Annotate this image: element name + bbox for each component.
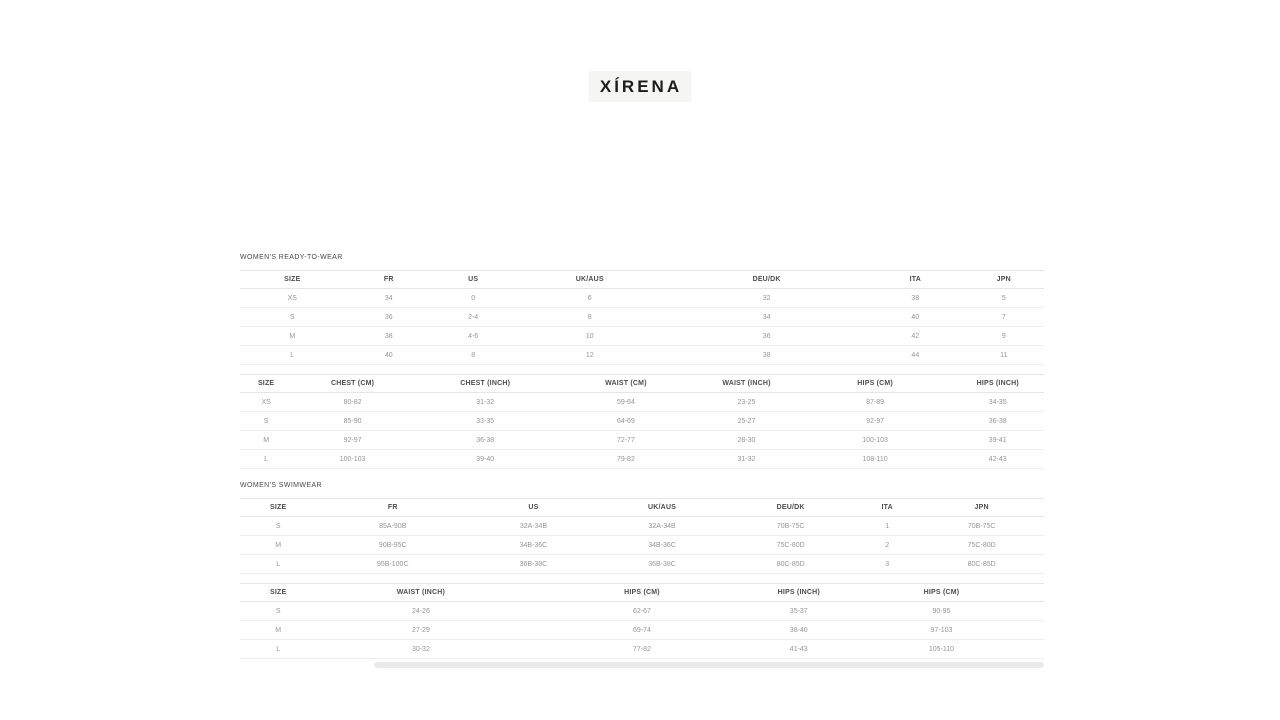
- column-header: UK/AUS: [598, 499, 727, 517]
- table-cell: M: [240, 327, 345, 346]
- table-cell: 36-38: [413, 431, 558, 450]
- column-header: WAIST (INCH): [316, 584, 525, 602]
- section-title-ready-to-wear: WOMEN'S READY-TO-WEAR: [240, 254, 343, 261]
- table-cell: 23-25: [694, 393, 799, 412]
- table-cell: 33-35: [413, 412, 558, 431]
- header-row: [240, 584, 1044, 602]
- column-header: HIPS (INCH): [952, 375, 1045, 393]
- column-header: DEU/DK: [666, 271, 867, 289]
- column-header: HIPS (CM): [525, 584, 758, 602]
- table-cell: 8: [433, 346, 513, 365]
- table-cell: 11: [964, 346, 1044, 365]
- table-cell: 8: [513, 308, 666, 327]
- table-cell: 80-82: [292, 393, 413, 412]
- table-cell: 80C-85D: [726, 555, 855, 574]
- table-cell: 39-41: [952, 431, 1045, 450]
- column-header: HIPS (INCH): [759, 584, 839, 602]
- table-cell: 34B-36C: [469, 536, 598, 555]
- swimwear-international-sizes-table: [240, 498, 1044, 574]
- table-cell: 7: [964, 308, 1044, 327]
- column-header: JPN: [919, 499, 1044, 517]
- table-cell: 97-103: [839, 621, 1044, 640]
- column-header: HIPS (CM): [839, 584, 1044, 602]
- column-header: SIZE: [240, 499, 316, 517]
- horizontal-scrollbar-thumb[interactable]: [374, 662, 1044, 668]
- table-cell: S: [240, 602, 316, 621]
- column-header: SIZE: [240, 584, 316, 602]
- size-guide-content: [240, 254, 1044, 668]
- table-row: [240, 640, 1044, 659]
- table-cell: 31-32: [694, 450, 799, 469]
- table-cell: 34-35: [952, 393, 1045, 412]
- table-cell: 40: [867, 308, 963, 327]
- table-cell: 39-40: [413, 450, 558, 469]
- table-cell: 24-26: [316, 602, 525, 621]
- table-cell: 64-69: [558, 412, 695, 431]
- table-row: [240, 289, 1044, 308]
- rtw-body-measurements-table: [240, 374, 1044, 469]
- table-cell: 75C-80D: [919, 536, 1044, 555]
- table-cell: 3: [855, 555, 919, 574]
- header-row: [240, 499, 1044, 517]
- table-cell: XS: [240, 289, 345, 308]
- table-cell: 38-40: [759, 621, 839, 640]
- table-cell: M: [240, 621, 316, 640]
- table-row: [240, 393, 1044, 412]
- table-cell: 34: [345, 289, 433, 308]
- table-row: [240, 450, 1044, 469]
- table-cell: 34B-36C: [598, 536, 727, 555]
- table-row: [240, 346, 1044, 365]
- table-cell: 75C-80D: [726, 536, 855, 555]
- table-cell: L: [240, 640, 316, 659]
- table-cell: 34: [666, 308, 867, 327]
- table-cell: L: [240, 450, 292, 469]
- table-cell: 0: [433, 289, 513, 308]
- table-cell: M: [240, 431, 292, 450]
- table-row: [240, 327, 1044, 346]
- table-cell: 4-6: [433, 327, 513, 346]
- table-cell: 42-43: [952, 450, 1045, 469]
- table-cell: 32A-34B: [598, 517, 727, 536]
- table-cell: 85A-90B: [316, 517, 469, 536]
- table-cell: 44: [867, 346, 963, 365]
- table-cell: 5: [964, 289, 1044, 308]
- table-cell: 12: [513, 346, 666, 365]
- table-cell: 25-27: [694, 412, 799, 431]
- swimwear-body-measurements-table: [240, 583, 1044, 659]
- table-cell: S: [240, 517, 316, 536]
- table-cell: 95B-100C: [316, 555, 469, 574]
- column-header: WAIST (INCH): [694, 375, 799, 393]
- column-header: JPN: [964, 271, 1044, 289]
- column-header: US: [433, 271, 513, 289]
- table-cell: 36B-38C: [469, 555, 598, 574]
- table-cell: 1: [855, 517, 919, 536]
- table-cell: 79-82: [558, 450, 695, 469]
- column-header: WAIST (CM): [558, 375, 695, 393]
- table-cell: 30-32: [316, 640, 525, 659]
- table-cell: 92-97: [292, 431, 413, 450]
- table-cell: 36: [666, 327, 867, 346]
- table-cell: 80C-85D: [919, 555, 1044, 574]
- table-cell: 32A-34B: [469, 517, 598, 536]
- table-row: [240, 412, 1044, 431]
- column-header: FR: [316, 499, 469, 517]
- column-header: SIZE: [240, 375, 292, 393]
- table-cell: L: [240, 346, 345, 365]
- table-cell: 36B-38C: [598, 555, 727, 574]
- table-cell: 90-95: [839, 602, 1044, 621]
- column-header: CHEST (CM): [292, 375, 413, 393]
- table-row: [240, 517, 1044, 536]
- table-cell: 27-29: [316, 621, 525, 640]
- table-cell: 9: [964, 327, 1044, 346]
- table-cell: 36-38: [952, 412, 1045, 431]
- table-cell: 38: [345, 327, 433, 346]
- table-cell: 59-64: [558, 393, 695, 412]
- table-cell: 92-97: [799, 412, 952, 431]
- table-cell: 31-32: [413, 393, 558, 412]
- table-cell: 69-74: [525, 621, 758, 640]
- table-row: [240, 602, 1044, 621]
- table-row: [240, 621, 1044, 640]
- table-cell: 40: [345, 346, 433, 365]
- table-cell: 41-43: [759, 640, 839, 659]
- section-swimwear: [240, 482, 1044, 659]
- table-cell: 70B-75C: [919, 517, 1044, 536]
- section-ready-to-wear: [240, 254, 1044, 469]
- table-cell: 28-30: [694, 431, 799, 450]
- rtw-international-sizes-table: [240, 270, 1044, 365]
- table-row: [240, 431, 1044, 450]
- brand-logo[interactable]: XÍRENA: [589, 71, 691, 102]
- column-header: DEU/DK: [726, 499, 855, 517]
- table-cell: 35-37: [759, 602, 839, 621]
- site-header: [0, 71, 1280, 102]
- table-cell: M: [240, 536, 316, 555]
- header-row: [240, 375, 1044, 393]
- table-cell: 100-103: [292, 450, 413, 469]
- column-header: UK/AUS: [513, 271, 666, 289]
- table-cell: 36: [345, 308, 433, 327]
- column-header: CHEST (INCH): [413, 375, 558, 393]
- table-cell: S: [240, 412, 292, 431]
- table-cell: L: [240, 555, 316, 574]
- table-cell: 70B-75C: [726, 517, 855, 536]
- table-cell: 85-90: [292, 412, 413, 431]
- header-row: [240, 271, 1044, 289]
- table-cell: 38: [666, 346, 867, 365]
- table-cell: 10: [513, 327, 666, 346]
- table-cell: 105-110: [839, 640, 1044, 659]
- table-cell: 77-82: [525, 640, 758, 659]
- table-cell: 2: [855, 536, 919, 555]
- column-header: ITA: [867, 271, 963, 289]
- column-header: FR: [345, 271, 433, 289]
- table-row: [240, 308, 1044, 327]
- column-header: SIZE: [240, 271, 345, 289]
- table-cell: XS: [240, 393, 292, 412]
- table-cell: 32: [666, 289, 867, 308]
- table-cell: 72-77: [558, 431, 695, 450]
- table-cell: 100-103: [799, 431, 952, 450]
- column-header: HIPS (CM): [799, 375, 952, 393]
- table-cell: 6: [513, 289, 666, 308]
- table-cell: 108-110: [799, 450, 952, 469]
- table-cell: 42: [867, 327, 963, 346]
- table-row: [240, 536, 1044, 555]
- table-cell: 2-4: [433, 308, 513, 327]
- column-header: US: [469, 499, 598, 517]
- table-cell: 38: [867, 289, 963, 308]
- table-row: [240, 555, 1044, 574]
- column-header: ITA: [855, 499, 919, 517]
- table-cell: 90B-95C: [316, 536, 469, 555]
- table-cell: S: [240, 308, 345, 327]
- table-cell: 87-89: [799, 393, 952, 412]
- section-title-swimwear: WOMEN'S SWIMWEAR: [240, 482, 323, 489]
- table-cell: 62-67: [525, 602, 758, 621]
